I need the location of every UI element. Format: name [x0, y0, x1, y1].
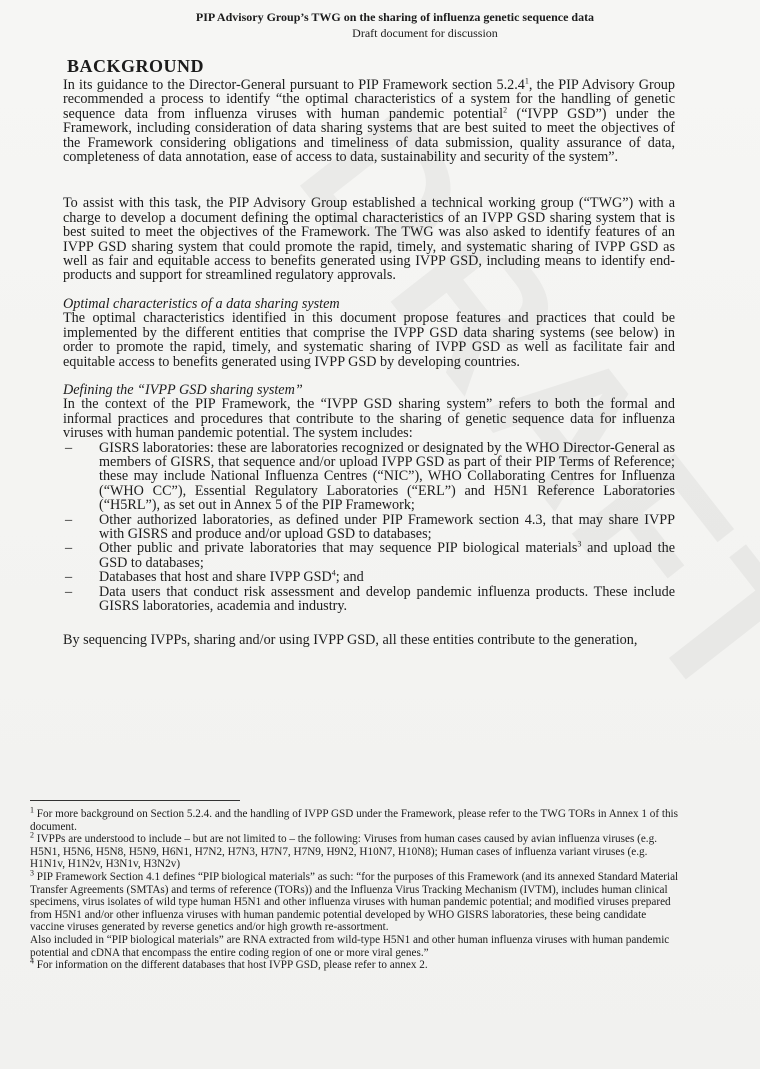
footnote-ref: 3: [577, 539, 582, 549]
document-body: [63, 78, 675, 648]
list-item: [63, 513, 675, 542]
footnote-separator: [30, 800, 240, 801]
list-dash: –: [65, 540, 73, 557]
subheading-optimal: Optimal characteristics of a data sharing system: [63, 295, 340, 312]
paragraph-closing: By sequencing IVPPs, sharing and/or using IVPP GSD, all these entities contribute to the generation,: [63, 632, 638, 649]
footnote-ref: 1: [524, 76, 529, 86]
paragraph-twg: To assist with this task, the PIP Advisory Group established a technical working group (“TWG”) with a charge to develop a document defining the optimal characteristics of an IVPP GSD sharing system that is best suited to meet the objectives of the Framework. The TWG was also asked to identify features of an IVPP GSD sharing system that could promote the rapid, timely, and systematic sharing of IVPP GSD as well as fair and equitable access to benefits generated using IVPP GSD, including means to identify end-products and support for streamlined regulatory approvals.: [63, 195, 675, 284]
list-dash: –: [65, 439, 73, 456]
footnote: [30, 934, 680, 959]
paragraph-text: In its guidance to the Director-General pursuant to PIP Framework section 5.2.4: [63, 77, 525, 93]
list-item: [63, 585, 675, 614]
document-header: [0, 10, 760, 41]
list-item-text-after: and upload the GSD to databases;: [99, 540, 675, 571]
footnotes: [30, 805, 680, 972]
footnote-text: IVPPs are understood to include – but are not limited to – the following: Viruses from human cases caused by avian influenza viruses (e.g. H5N1, H5N6, H5N8, H5N9, H6N1, H7N2, H7N3, H7N7, H7N9, H9N2, H10N7, H10N8); Human cases of influenza variant viruses (e.g. H1N1v, H1N2v, H3N1v, H3N2v): [30, 833, 657, 871]
paragraph-text: , the PIP Advisory Group recommended a process to identify “the optimal characteristics of a system for the handling of genetic sequence data from influenza viruses with human pandemic potential: [63, 77, 675, 122]
footnote: [30, 868, 680, 934]
footnote-text: Also included in “PIP biological materials” are RNA extracted from wild-type H5N1 and other human influenza viruses with human pandemic potential and cDNA that encompass the entire coding region of one or more viral genes.”: [30, 933, 670, 959]
footnote-ref: 4: [331, 568, 336, 578]
footnote-text: PIP Framework Section 4.1 defines “PIP biological materials” as such: “for the purposes of this Framework (and its annexed Standard Material Transfer Agreements (SMTAs) and terms of reference (TORs)) and the Influenza Virus Tracking Mechanism (IVTM), includes human clinical specimens, virus isolates of wild type human H5N1 and other influenza viruses with human pandemic potential; and modified viruses prepared from H5N1 and/or other influenza viruses with human pandemic potential developed by WHO GISRS laboratories, these being candidate vaccine viruses generated by reverse genetics and/or high growth re-assortment.: [30, 870, 679, 934]
system-entities-list: [63, 441, 675, 614]
footnote-mark: 1: [30, 805, 34, 815]
footnote: [30, 830, 680, 871]
footnote-ref: 2: [503, 105, 508, 115]
footnote-text: For more background on Section 5.2.4. and the handling of IVPP GSD under the Framework, please refer to the TWG TORs in Annex 1 of this document.: [30, 808, 679, 833]
footnote-text: For information on the different databases that host IVPP GSD, please refer to annex 2.: [34, 959, 428, 972]
list-item: [63, 570, 675, 584]
subheading-defining: Defining the “IVPP GSD sharing system”: [63, 381, 303, 398]
list-item-text: GISRS laboratories: these are laboratories recognized or designated by the WHO Director-General as members of GISRS, that sequence and/or upload IVPP GSD as part of their PIP Terms of Reference; these may include National Influenza Centres (“NIC”), WHO Collaborating Centres for Influenza (“WHO CC”), Essential Regulatory Laboratories (“ERL”) and H5N1 Reference Laboratories (“H5RL”), as set out in Annex 5 of the PIP Framework;: [99, 439, 675, 514]
list-item-text: Other authorized laboratories, as defined under PIP Framework section 4.3, that may share IVPP with GISRS and produce and/or upload GSD to databases;: [99, 511, 675, 542]
footnote: [30, 805, 680, 833]
footnote-mark: 4: [30, 956, 34, 966]
footnote-mark: 3: [30, 868, 34, 878]
list-item: [63, 441, 675, 513]
footnote-mark: 2: [30, 830, 34, 840]
document-title: PIP Advisory Group’s TWG on the sharing of influenza genetic sequence data: [195, 10, 595, 24]
list-dash: –: [65, 583, 73, 600]
list-item-text: Data users that conduct risk assessment and develop pandemic influenza products. These include GISRS laboratories, academia and industry.: [99, 583, 675, 614]
paragraph-defining: In the context of the PIP Framework, the “IVPP GSD sharing system” refers to both the formal and informal practices and procedures that contribute to the sharing of genetic sequence data for influenza viruses with human pandemic potential. The system includes:: [63, 396, 675, 442]
footnote: [30, 956, 680, 972]
document-subtitle: Draft document for discussion: [352, 26, 498, 40]
list-dash: –: [65, 511, 73, 528]
paragraph-guidance: [63, 78, 675, 164]
paragraph-text: (“IVPP GSD”) under the Framework, including consideration of data sharing systems that are best suited to meet the objectives of the Framework considering obligations and timeliness of data submission, quality assurance of data, completeness of data annotation, ease of access to data, sustainability and security of the system”.: [63, 105, 675, 166]
list-dash: –: [65, 569, 73, 586]
list-item-text-after: ; and: [335, 569, 364, 586]
list-item: [63, 541, 675, 570]
paragraph-optimal: The optimal characteristics identified in this document propose features and practices that could be implemented by the different entities that comprise the IVPP GSD data sharing systems (see below) in order to promote the rapid, timely, and systematic sharing of IVPP GSD as well as facilitate fair and equitable access to benefits generated using IVPP GSD by developing countries.: [63, 310, 675, 370]
list-item-text: Databases that host and share IVPP GSD: [99, 569, 332, 586]
list-item-text: Other public and private laboratories that may sequence PIP biological materials: [99, 540, 578, 557]
section-heading: BACKGROUND: [67, 56, 205, 76]
